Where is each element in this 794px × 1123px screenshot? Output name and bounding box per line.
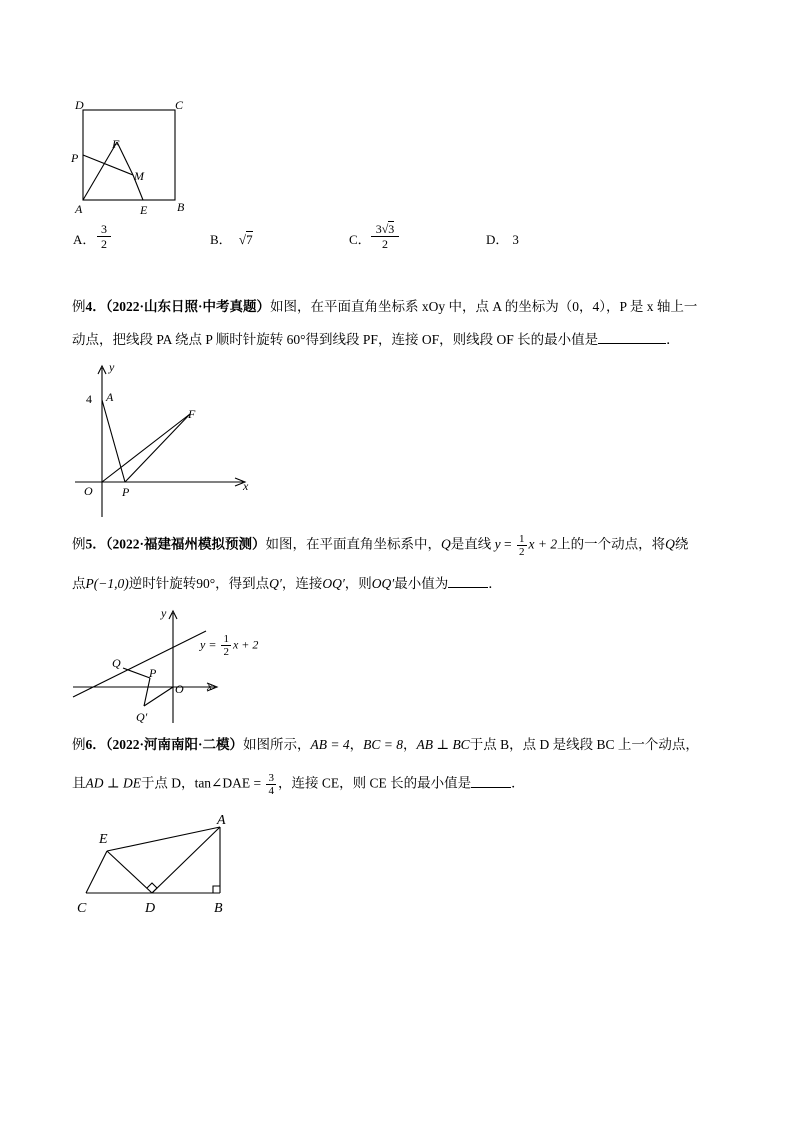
ex4-line1: 例4．（2022·山东日照·中考真题）如图，在平面直角坐标系 xOy 中，点 A 的坐标为（0，4），P 是 x 轴上一 (72, 299, 698, 314)
label-m: M (134, 169, 144, 183)
label-q: Q (112, 656, 121, 670)
ex5-line1: 例5．（2022·福建福州模拟预测）如图，在平面直角坐标系中，Q是直线 y = $\frac{1}{2}$ x + 2上的一个动点，将Q绕 (72, 533, 689, 558)
label-p: P (149, 666, 157, 680)
answer-blank[interactable] (448, 573, 488, 588)
option-d[interactable]: D． 3 (486, 232, 519, 247)
coord-diagram-4 (75, 360, 260, 520)
ex6-line1: 例6．（2022·河南南阳·二模）如图所示，AB = 4，BC = 8，AB ⊥ BC于点 B，点 D 是线段 BC 上一个动点， (72, 737, 699, 752)
label-p: P (122, 485, 130, 499)
label-y-axis: y (109, 360, 115, 374)
segment-pf (125, 414, 190, 482)
segment-da (152, 827, 220, 893)
label-c: C (175, 98, 184, 112)
right-angle-mark-b (213, 886, 220, 893)
segment-oqprime (144, 687, 173, 706)
label-b: B (177, 200, 185, 214)
answer-blank[interactable] (598, 329, 666, 344)
line-equation-label: y = $\frac{1}{2}$ x + 2 (200, 633, 259, 658)
label-d: D (145, 901, 156, 916)
label-4: 4 (86, 392, 92, 406)
label-p: P (71, 151, 79, 165)
label-q-prime: Q′ (136, 710, 148, 724)
answer-blank[interactable] (471, 773, 511, 788)
label-f: F (188, 407, 196, 421)
ex5-line2: 点P(−1,0)逆时针旋转90°，得到点Q′，连接OQ′，则OQ′最小值为 ． (72, 573, 502, 594)
coord-diagram-5 (70, 605, 220, 725)
segment-pqprime (144, 678, 150, 706)
segment-qp (123, 668, 150, 678)
label-x-axis: x (207, 679, 213, 693)
label-a: A (217, 813, 226, 828)
segment-ea (107, 827, 220, 851)
label-o: O (84, 484, 93, 498)
segment-ed (107, 851, 152, 893)
square-abcd (83, 110, 175, 200)
segment-pa (102, 400, 125, 482)
label-e: E (99, 832, 108, 847)
label-a: A (106, 390, 114, 404)
label-d: D (75, 98, 84, 112)
label-x-axis: x (243, 479, 249, 493)
ex6-line2: 且AD ⊥ DE于点 D，tan∠DAE = $\frac{3}{4}$ ，连接 CE，则 CE 长的最小值是 ． (72, 772, 525, 797)
label-o: O (175, 682, 184, 696)
label-f: F (112, 137, 120, 151)
label-e: E (140, 203, 148, 217)
right-angle-mark-d (147, 883, 157, 893)
label-y-axis: y (161, 606, 167, 620)
label-b: B (214, 901, 223, 916)
label-c: C (77, 901, 87, 916)
label-a: A (75, 202, 83, 216)
segment-ce (86, 851, 107, 893)
option-b[interactable]: B． √7 (210, 232, 253, 247)
ex4-line2: 动点，把线段 PA 绕点 P 顺时针旋转 60°得到线段 PF，连接 OF，则线段 OF 长的最小值是 ． (72, 329, 680, 350)
